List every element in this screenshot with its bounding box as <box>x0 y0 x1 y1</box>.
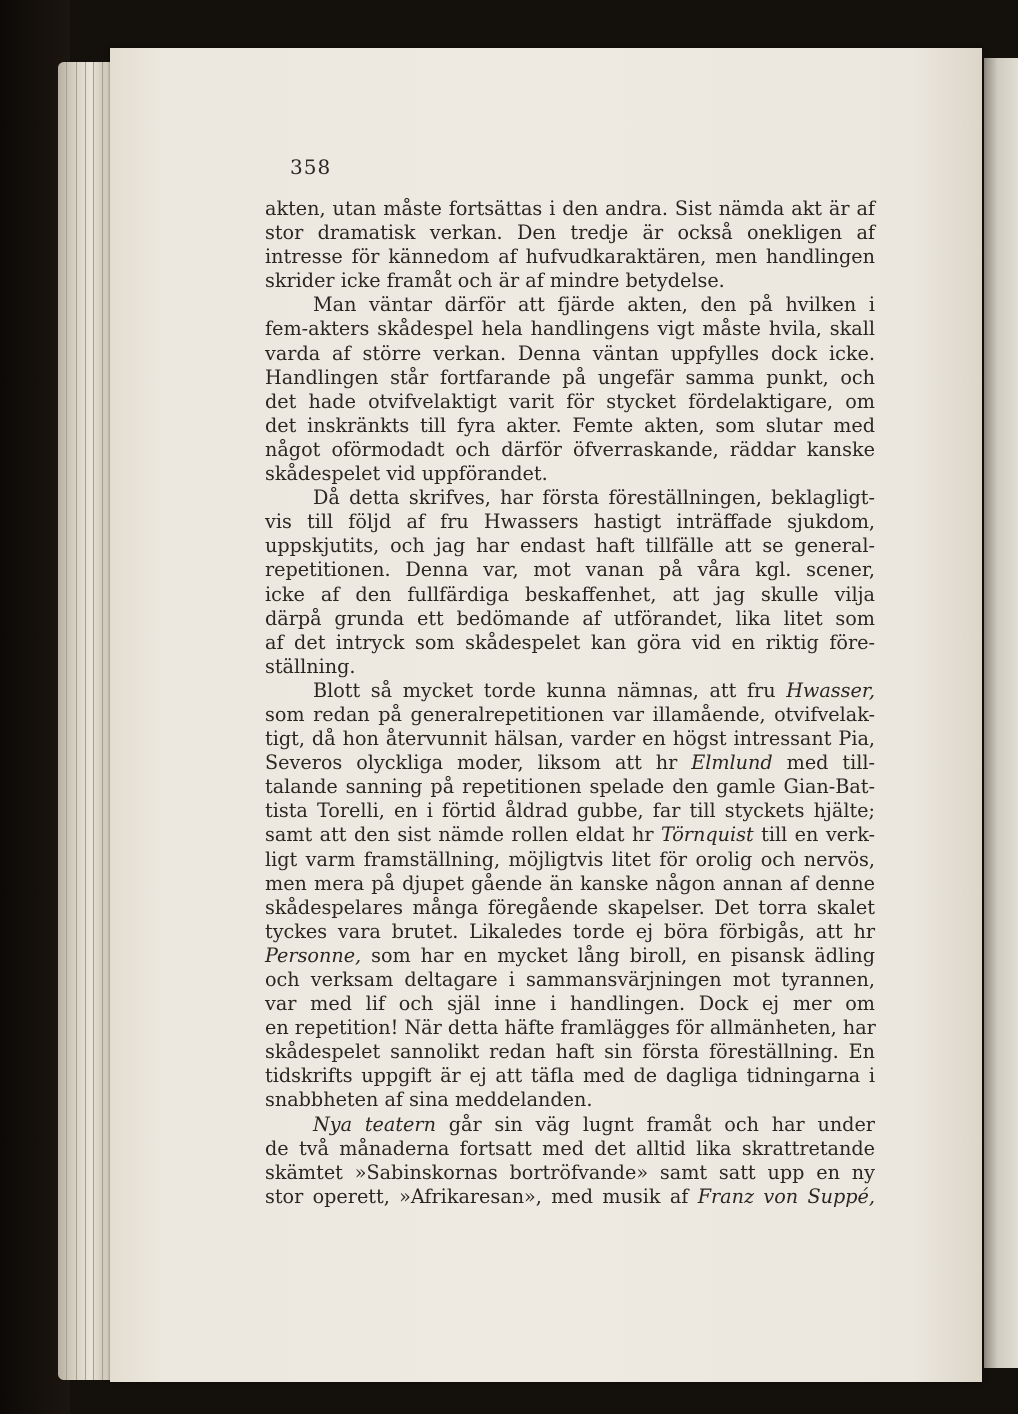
text-line <box>265 655 875 679</box>
text-line <box>265 751 875 775</box>
text-run: snabbheten af sina meddelanden. <box>265 1088 593 1112</box>
italic-name: Franz von Suppé, <box>697 1184 875 1208</box>
text-run: men mera på djupet gående än kanske någon annan af denne <box>265 871 875 895</box>
text-line <box>265 703 875 727</box>
text-run: stor dramatisk verkan. Den tredje är också onekligen af <box>265 221 875 245</box>
page-stack-edges <box>58 62 118 1380</box>
text-run: varda af större verkan. Denna väntan uppfylles dock icke. <box>265 341 875 365</box>
text-line <box>265 510 875 534</box>
text-run: till en verk- <box>753 823 875 847</box>
text-run: därpå grunda ett bedömande af utförandet, lika litet som <box>265 606 875 630</box>
text-run: tidskrifts uppgift är ej att täfla med de dagliga tidningarna i <box>265 1064 875 1088</box>
text-run: samt att den sist nämde rollen eldat hr <box>265 823 661 847</box>
text-run: tista Torelli, en i förtid åldrad gubbe, far till styckets hjälte; <box>265 799 875 823</box>
text-run: det inskränkts till fyra akter. Femte akten, som slutar med <box>265 413 875 437</box>
text-line <box>265 896 875 920</box>
text-line <box>265 1113 875 1137</box>
text-run: skrider icke framåt och är af mindre betydelse. <box>265 269 725 293</box>
text-run: skämtet »Sabinskornas bortröfvande» samt satt upp en ny <box>265 1160 875 1184</box>
text-line <box>265 462 875 486</box>
page-number: 358 <box>290 155 332 179</box>
text-line <box>265 534 875 558</box>
text-run: intresse för kännedom af hufvudkaraktären, men handlingen <box>265 245 875 269</box>
text-run: som redan på generalrepetitionen var illamående, otvifvelak- <box>265 702 875 726</box>
text-line <box>265 486 875 510</box>
text-line <box>265 1040 875 1064</box>
text-line <box>265 727 875 751</box>
text-run: och verksam deltagare i sammansvärjningen mot tyrannen, <box>265 968 875 991</box>
text-run: talande sanning på repetitionen spelade den gamle Gian-Bat- <box>265 775 875 799</box>
text-run: ställning. <box>265 654 356 678</box>
text-line <box>265 848 875 872</box>
text-line <box>265 390 875 414</box>
text-run: de två månaderna fortsatt med det alltid lika skrattretande <box>265 1136 875 1160</box>
text-line <box>265 1185 875 1209</box>
text-run: vis till följd af fru Hwassers hastigt inträffade sjukdom, <box>265 510 875 534</box>
facing-page-edge <box>984 58 1018 1368</box>
text-line <box>265 1088 875 1112</box>
text-run: tyckes vara brutet. Likaledes torde ej böra förbigås, att hr <box>265 919 875 943</box>
text-run: skådespelet sannolikt redan haft sin första föreställning. En <box>265 1040 875 1064</box>
text-line <box>265 1137 875 1161</box>
text-line <box>265 775 875 799</box>
text-run: tigt, då hon återvunnit hälsan, varder en högst intressant Pia, <box>265 727 875 751</box>
text-line <box>265 968 875 992</box>
text-line <box>265 1161 875 1185</box>
text-run: Då detta skrifves, har första föreställningen, beklagligt- <box>313 486 875 510</box>
italic-name: Hwasser, <box>786 678 875 702</box>
text-line <box>265 1064 875 1088</box>
text-line <box>265 607 875 631</box>
text-line <box>265 317 875 341</box>
text-run: går sin väg lugnt framåt och har under <box>435 1112 875 1136</box>
text-run: uppskjutits, och jag har endast haft tillfälle att se general- <box>265 534 875 558</box>
text-line <box>265 992 875 1016</box>
italic-name: Elmlund <box>691 751 773 775</box>
text-line <box>265 1016 875 1040</box>
text-line <box>265 679 875 703</box>
text-line <box>265 823 875 847</box>
text-run: skådespelet vid uppförandet. <box>265 462 548 486</box>
body-text <box>265 197 875 1209</box>
text-run: akten, utan måste fortsättas i den andra. Sist nämda akt är af <box>265 197 875 220</box>
italic-name: Nya teatern <box>313 1112 436 1136</box>
text-line <box>265 583 875 607</box>
text-run: det hade otvifvelaktigt varit för stycket fördelaktigare, om <box>265 389 875 413</box>
text-run: fem-akters skådespel hela handlingens vigt måste hvila, skall <box>265 317 875 341</box>
text-run: Blott så mycket torde kunna nämnas, att fru <box>313 678 787 702</box>
text-line <box>265 558 875 582</box>
italic-name: Törnquist <box>660 823 754 847</box>
text-line <box>265 293 875 317</box>
text-run: Man väntar därför att fjärde akten, den på hvilken i <box>313 293 875 317</box>
italic-name: Personne, <box>265 943 362 967</box>
text-line <box>265 342 875 366</box>
text-run: skådespelares många föregående skapelser. Det torra skalet <box>265 895 875 919</box>
text-line <box>265 221 875 245</box>
text-line <box>265 269 875 293</box>
text-line <box>265 414 875 438</box>
text-line <box>265 631 875 655</box>
text-run: som har en mycket lång biroll, en pisansk ädling <box>361 943 875 967</box>
text-run: icke af den fullfärdiga beskaffenhet, att jag skulle vilja <box>265 582 875 606</box>
text-run: med till- <box>772 751 875 775</box>
text-line <box>265 944 875 968</box>
text-line <box>265 438 875 462</box>
text-line <box>265 197 875 221</box>
text-line <box>265 366 875 390</box>
text-line <box>265 799 875 823</box>
text-run: Handlingen står fortfarande på ungefär samma punkt, och <box>265 365 875 389</box>
text-run: repetitionen. Denna var, mot vanan på våra kgl. scener, <box>265 558 875 582</box>
text-run: Severos olyckliga moder, liksom att hr <box>265 751 692 775</box>
text-run: ligt varm framställning, möjligtvis litet för orolig och nervös, <box>265 847 875 871</box>
text-run: var med lif och själ inne i handlingen. Dock ej mer om <box>265 992 875 1016</box>
text-line <box>265 872 875 896</box>
text-run: af det intryck som skådespelet kan göra vid en riktig före- <box>265 630 875 654</box>
text-line <box>265 245 875 269</box>
text-run: en repetition! När detta häfte framlägges för allmänheten, har <box>265 1016 876 1040</box>
text-run: stor operett, »Afrikaresan», med musik af <box>265 1184 698 1208</box>
text-line <box>265 920 875 944</box>
text-run: något oförmodadt och därför öfverraskande, räddar kanske <box>265 437 875 461</box>
